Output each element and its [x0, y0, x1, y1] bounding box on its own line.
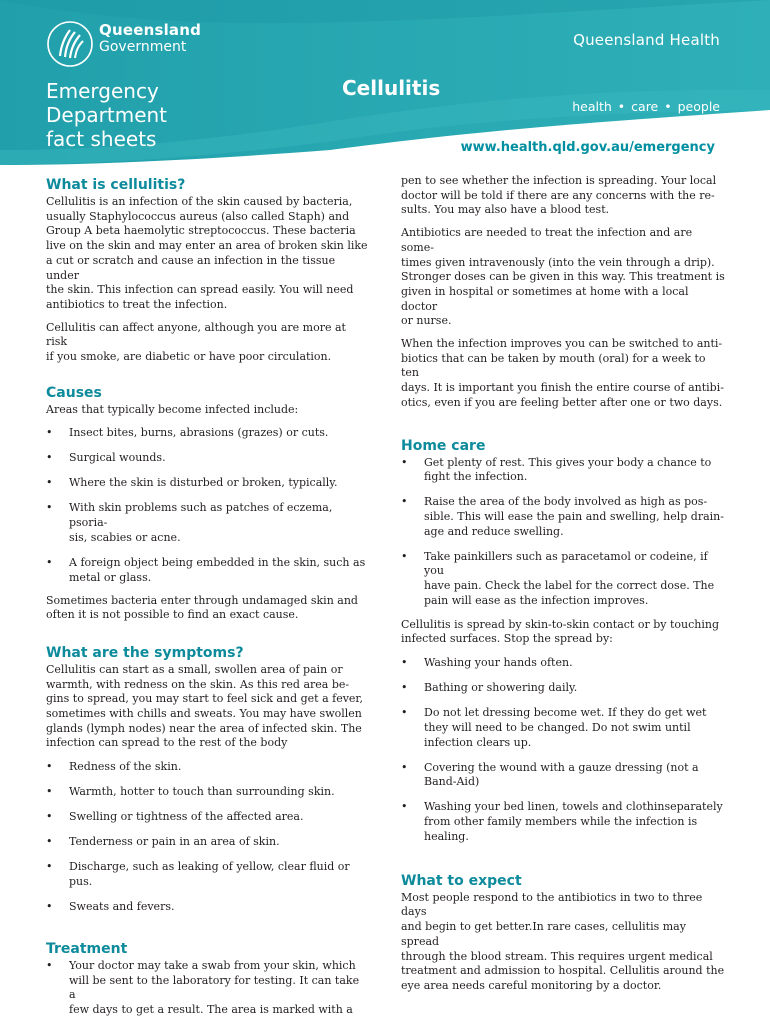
- bullet-icon: •: [46, 501, 53, 515]
- bullet-dot-icon: •: [664, 99, 672, 114]
- list-item: [401, 456, 726, 485]
- tagline: [572, 99, 720, 114]
- bullet-icon: •: [46, 810, 53, 824]
- text-line: times given intravenously (into the vein through a drip).: [401, 255, 715, 269]
- list-item: [46, 785, 368, 800]
- bullet-icon: •: [46, 476, 53, 490]
- list-item: [401, 550, 726, 609]
- bullet-icon: •: [401, 455, 408, 469]
- list-item: [401, 706, 726, 750]
- paragraph: [46, 594, 368, 623]
- text-line: Surgical wounds.: [69, 451, 166, 465]
- text-line: Cellulitis is an infection of the skin caused by bacteria,: [46, 195, 353, 208]
- bullet-icon: •: [401, 549, 408, 563]
- text-line: Covering the wound with a gauze dressing (not a: [424, 760, 699, 774]
- text-line: sometimes with chills and sweats. You may have swollen: [46, 707, 362, 721]
- list-item: [46, 501, 368, 545]
- bullet-dot-icon: •: [617, 99, 626, 114]
- bullet-list: [401, 456, 726, 609]
- text-line: days. It is important you finish the entire course of antibi-: [401, 381, 724, 395]
- section-heading: Treatment: [46, 940, 128, 957]
- section-heading: Home care: [401, 437, 486, 454]
- list-item: [46, 556, 368, 585]
- paragraph: [401, 337, 726, 411]
- text-line: glands (lymph nodes) near the area of infected skin. The: [46, 721, 362, 735]
- text-line: With skin problems such as patches of eczema, psoria-: [69, 501, 333, 530]
- text-line: a cut or scratch and cause an infection in the tissue under: [46, 253, 336, 282]
- text-line: the skin. This infection can spread easily. You will need: [46, 283, 354, 297]
- text-line: sible. This will ease the pain and swelling, help drain-: [424, 509, 724, 523]
- text-line: usually Staphylococcus aureus (also called Staph) and: [46, 209, 350, 223]
- left-column: [46, 176, 368, 1028]
- list-item: [46, 810, 368, 825]
- text-line: When the infection improves you can be switched to anti-: [401, 337, 723, 351]
- government-sub: Government: [99, 39, 187, 55]
- text-line: antibiotics to treat the infection.: [46, 297, 228, 311]
- list-item: [46, 860, 368, 889]
- text-line: sis, scabies or acne.: [69, 530, 181, 544]
- text-line: eye area needs careful monitoring by a doctor.: [401, 978, 662, 992]
- text-line: Warmth, hotter to touch than surrounding skin.: [69, 785, 335, 799]
- section-heading: What are the symptoms?: [46, 644, 244, 661]
- list-item: [46, 900, 368, 915]
- tagline-word: health: [572, 99, 612, 114]
- tagline-word: people: [677, 99, 720, 114]
- text-line: age and reduce swelling.: [424, 524, 564, 538]
- text-line: biotics that can be taken by mouth (oral) for a week to ten: [401, 351, 706, 380]
- text-line: Antibiotics are needed to treat the infection and are some-: [401, 226, 693, 254]
- text-line: fight the infection.: [424, 470, 528, 484]
- text-line: Redness of the skin.: [69, 760, 182, 774]
- text-line: if you smoke, are diabetic or have poor circulation.: [46, 350, 332, 364]
- paragraph: [401, 891, 726, 994]
- bullet-icon: •: [401, 800, 408, 814]
- section-heading: What to expect: [401, 872, 522, 889]
- text-line: Cellulitis can start as a small, swollen area of pain or: [46, 662, 343, 676]
- text-line: Raise the area of the body involved as high as pos-: [424, 495, 708, 509]
- text-line: given in hospital or sometimes at home with a local doctor: [401, 284, 689, 313]
- list-item: [46, 476, 368, 491]
- list-item: [401, 495, 726, 539]
- series-line: fact sheets: [46, 127, 157, 151]
- list-item: [401, 761, 726, 790]
- text-line: Take painkillers such as paracetamol or codeine, if you: [424, 549, 708, 578]
- text-line: infection can spread to the rest of the body: [46, 736, 288, 750]
- text-line: infection clears up.: [424, 735, 532, 749]
- text-line: they will need to be changed. Do not swim until: [424, 720, 691, 734]
- text-line: doctor will be told if there are any concerns with the re-: [401, 188, 715, 202]
- department-name: Queensland Health: [573, 31, 720, 49]
- page-title: Cellulitis: [342, 76, 441, 100]
- queensland-crest-icon: [46, 20, 94, 68]
- text-line: often it is not possible to find an exact cause.: [46, 608, 299, 622]
- text-line: otics, even if you are feeling better after one or two days.: [401, 395, 723, 409]
- list-item: [46, 426, 368, 441]
- text-line: Washing your hands often.: [424, 656, 573, 670]
- bullet-icon: •: [46, 426, 53, 440]
- text-line: Swelling or tightness of the affected area.: [69, 810, 304, 824]
- text-line: through the blood stream. This requires urgent medical: [401, 949, 713, 963]
- bullet-icon: •: [401, 495, 408, 509]
- text-line: Bathing or showering daily.: [424, 681, 578, 695]
- series-line: Department: [46, 103, 168, 127]
- text-line: Where the skin is disturbed or broken, typically.: [69, 476, 338, 490]
- text-line: warmth, with redness on the skin. As this red area be-: [46, 677, 350, 691]
- text-line: Most people respond to the antibiotics in two to three days: [401, 890, 703, 919]
- paragraph: [401, 226, 726, 329]
- paragraph: [46, 663, 368, 751]
- text-line: Washing your bed linen, towels and clothinseparately: [424, 800, 723, 814]
- section-heading: What is cellulitis?: [46, 177, 186, 193]
- paragraph: [401, 618, 726, 647]
- text-line: Discharge, such as leaking of yellow, clear fluid or pus.: [69, 860, 350, 888]
- paragraph: [401, 174, 726, 218]
- bullet-icon: •: [46, 835, 53, 849]
- text-line: metal or glass.: [69, 570, 152, 584]
- text-line: will be sent to the laboratory for testing. It can take a: [69, 973, 360, 1002]
- text-line: from other family members while the infection is: [424, 814, 698, 828]
- text-line: Your doctor may take a swab from your skin, which: [69, 958, 356, 972]
- right-column: [401, 174, 726, 994]
- text-line: pain will ease as the infection improves.: [424, 593, 649, 607]
- text-line: treatment and admission to hospital. Cellulitis around the: [401, 964, 725, 978]
- text-line: live on the skin and may enter an area of broken skin like: [46, 239, 368, 253]
- text-line: Insect bites, burns, abrasions (grazes) or cuts.: [69, 426, 329, 440]
- series-line: Emergency: [46, 79, 159, 103]
- bullet-list: [46, 426, 368, 585]
- bullet-icon: •: [46, 860, 53, 874]
- tagline-word: care: [631, 99, 659, 114]
- text-line: Get plenty of rest. This gives your body a chance to: [424, 455, 712, 469]
- text-line: and begin to get better.In rare cases, cellulitis may spread: [401, 920, 686, 948]
- bullet-list: [46, 959, 368, 1018]
- text-line: healing.: [424, 829, 469, 843]
- list-item: [46, 959, 368, 1018]
- bullet-icon: •: [46, 760, 53, 774]
- text-line: have pain. Check the label for the correct dose. The: [424, 579, 715, 593]
- text-line: Do not let dressing become wet. If they do get wet: [424, 706, 707, 720]
- paragraph: Areas that typically become infected include:: [46, 402, 299, 416]
- paragraph: [46, 195, 368, 313]
- text-line: A foreign object being embedded in the skin, such as: [69, 555, 366, 569]
- text-line: infected surfaces. Stop the spread by:: [401, 632, 613, 646]
- website-link[interactable]: www.health.qld.gov.au/emergency: [460, 140, 715, 155]
- section-heading: Causes: [46, 384, 102, 401]
- text-line: Cellulitis is spread by skin-to-skin contact or by touching: [401, 617, 719, 631]
- list-item: [46, 451, 368, 466]
- list-item: [401, 656, 726, 671]
- bullet-list: [46, 760, 368, 914]
- text-line: or nurse.: [401, 314, 452, 328]
- bullet-icon: •: [46, 958, 53, 972]
- paragraph: [46, 321, 368, 365]
- list-item: [401, 681, 726, 696]
- bullet-icon: •: [401, 656, 408, 670]
- text-line: few days to get a result. The area is marked with a: [69, 1002, 353, 1016]
- text-line: pen to see whether the infection is spreading. Your local: [401, 174, 717, 187]
- government-name: Queensland: [99, 21, 202, 39]
- list-item: [401, 800, 726, 844]
- bullet-icon: •: [46, 785, 53, 799]
- bullet-icon: •: [46, 555, 53, 569]
- text-line: Cellulitis can affect anyone, although you are more at risk: [46, 320, 346, 349]
- bullet-icon: •: [46, 451, 53, 465]
- series-title: [46, 79, 266, 151]
- text-line: gins to spread, you may start to feel sick and get a fever,: [46, 692, 363, 706]
- text-line: Tenderness or pain in an area of skin.: [69, 835, 280, 849]
- text-line: Band-Aid): [424, 775, 480, 789]
- bullet-icon: •: [401, 706, 408, 720]
- bullet-icon: •: [401, 681, 408, 695]
- bullet-icon: •: [46, 899, 53, 913]
- bullet-list: [401, 656, 726, 844]
- text-line: Stronger doses can be given in this way. This treatment is: [401, 270, 725, 284]
- text-line: sults. You may also have a blood test.: [401, 203, 610, 217]
- bullet-icon: •: [401, 760, 408, 774]
- text-line: Sometimes bacteria enter through undamaged skin and: [46, 593, 358, 607]
- list-item: [46, 835, 368, 850]
- text-line: Sweats and fevers.: [69, 899, 175, 913]
- list-item: [46, 760, 368, 775]
- text-line: Group A beta haemolytic streptococcus. These bacteria: [46, 224, 356, 238]
